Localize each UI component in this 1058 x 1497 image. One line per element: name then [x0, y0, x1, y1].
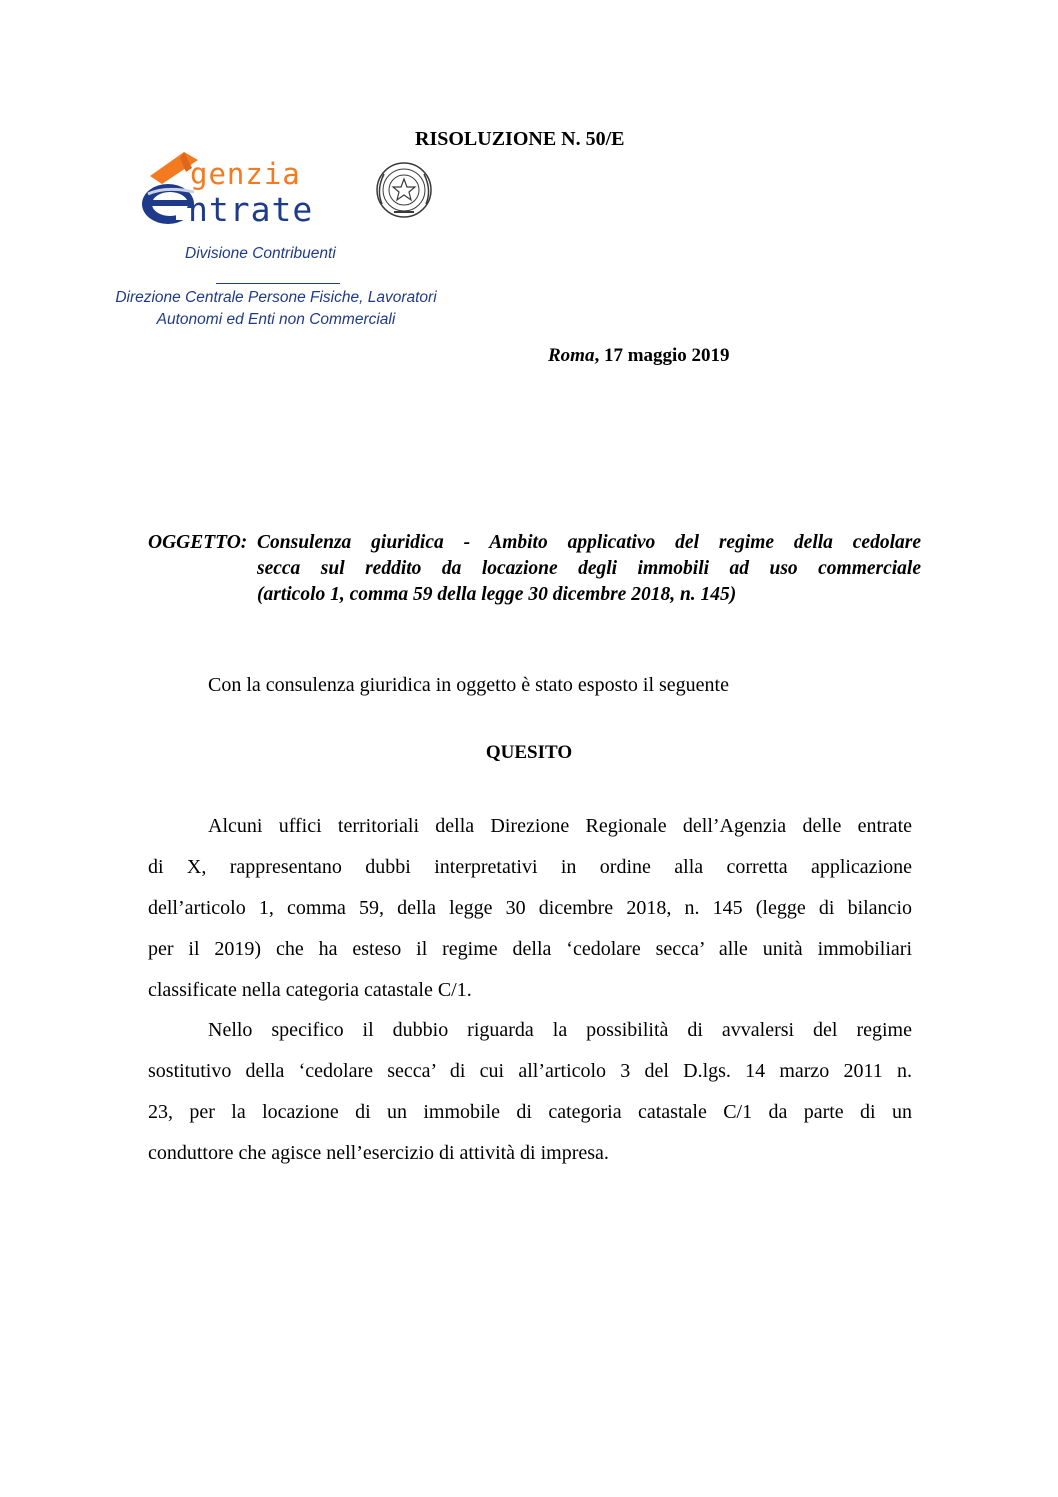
intro-sentence: Con la consulenza giuridica in oggetto è stato esposto il seguente — [208, 674, 729, 696]
document-title: RISOLUZIONE N. 50/E — [415, 128, 625, 150]
paragraph-line: Alcuni uffici territoriali della Direzione Regionale dell’Agenzia delle entrate — [208, 815, 912, 837]
paragraph-line: Nello specifico il dubbio riguarda la possibilità di avvalersi del regime — [208, 1019, 912, 1041]
date-value: , 17 maggio 2019 — [594, 345, 730, 366]
paragraph-1 — [148, 806, 912, 1011]
direzione-line-1: Direzione Centrale Persone Fisiche, Lavoratori — [115, 289, 437, 306]
direzione-line-2: Autonomi ed Enti non Commerciali — [156, 311, 396, 328]
division-name: Divisione Contribuenti — [185, 245, 336, 262]
logo-agenzia-text: genzia — [190, 157, 301, 191]
division-divider — [216, 283, 340, 284]
logo-entrate-text: ntrate — [188, 190, 314, 229]
paragraph-2 — [148, 1010, 912, 1174]
subject-label: OGGETTO: — [148, 532, 248, 553]
paragraph-line: dell’articolo 1, comma 59, della legge 30 dicembre 2018, n. 145 (legge di bilancio — [148, 897, 912, 919]
paragraph-line: classificate nella categoria catastale C/1. — [148, 979, 472, 1001]
subject-line: (articolo 1, comma 59 della legge 30 dicembre 2018, n. 145) — [257, 584, 737, 605]
paragraph-line: per il 2019) che ha esteso il regime della ‘cedolare secca’ alle unità immobiliari — [148, 938, 912, 960]
direzione-block — [60, 287, 492, 331]
section-heading-quesito: QUESITO — [485, 742, 573, 763]
document-date — [548, 345, 730, 367]
subject-text — [257, 530, 921, 608]
italian-republic-emblem — [377, 163, 431, 217]
date-place: Roma — [548, 345, 595, 366]
paragraph-line: di X, rappresentano dubbi interpretativi in ordine alla corretta applicazione — [148, 856, 912, 878]
paragraph-line: sostitutivo della ‘cedolare secca’ di cui all’articolo 3 del D.lgs. 14 marzo 2011 n. — [148, 1060, 912, 1082]
subject-line: secca sul reddito da locazione degli immobili ad uso commerciale — [257, 558, 921, 579]
paragraph-line: 23, per la locazione di un immobile di categoria catastale C/1 da parte di un — [148, 1101, 912, 1123]
subject-line: Consulenza giuridica - Ambito applicativo del regime della cedolare — [257, 532, 921, 553]
paragraph-line: conduttore che agisce nell’esercizio di attività di impresa. — [148, 1142, 609, 1164]
